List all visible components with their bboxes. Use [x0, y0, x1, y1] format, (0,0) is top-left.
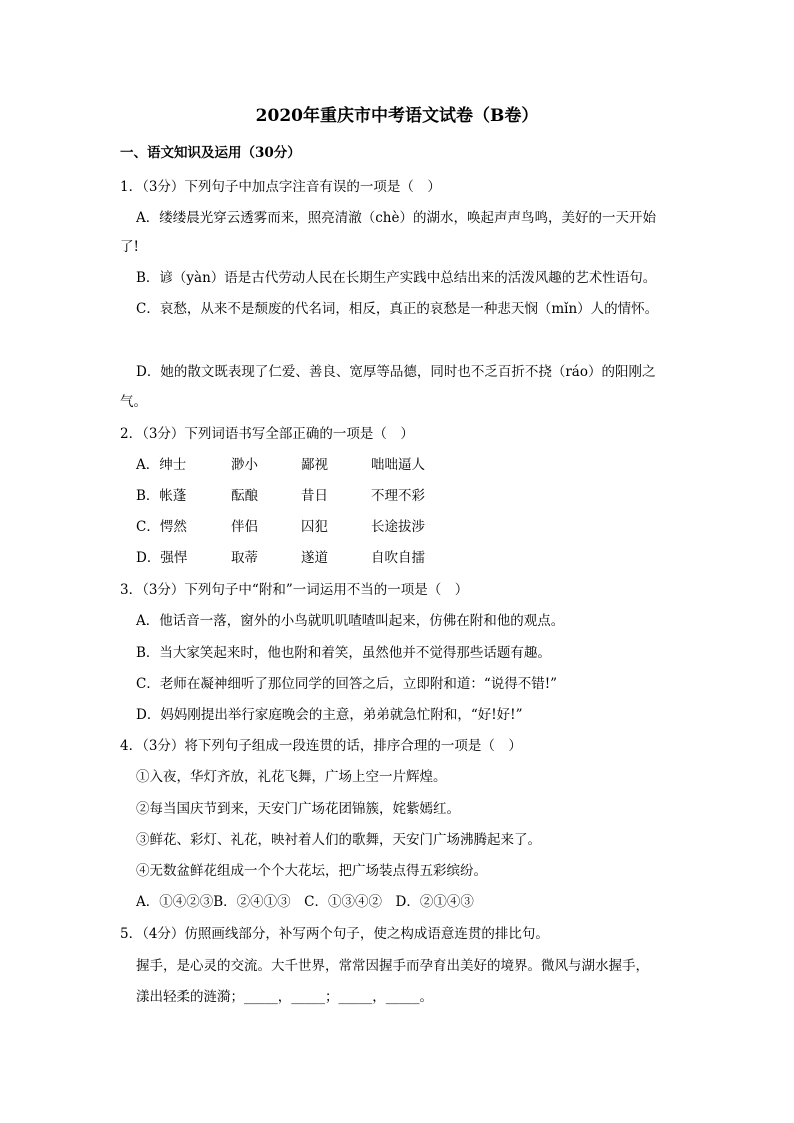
question-3-option-d: D．妈妈刚提出举行家庭晚会的主意，弟弟就急忙附和，“好!好!”	[136, 707, 523, 723]
question-5-prompt: 握手，是心灵的交流。大千世界，常常因握手而孕育出美好的境界。微风与湖水握手，	[136, 958, 649, 974]
word: 不理不彩	[371, 488, 425, 504]
question-3-option-b: B．当大家笑起来时，他也附和着笑，虽然他并不觉得那些话题有趣。	[136, 645, 551, 661]
word: D．强悍	[136, 550, 188, 566]
question-4-sentence-1: ①入夜，华灯齐放，礼花飞舞，广场上空一片辉煌。	[136, 769, 447, 785]
word: C．愕然	[136, 519, 187, 535]
page-title: 2020年重庆市中考语文试卷（B卷）	[255, 106, 539, 126]
question-1-option-d-cont: 气。	[120, 394, 147, 410]
question-3-option-a: A．他话音一落，窗外的小鸟就叽叽喳喳叫起来，仿佛在附和他的观点。	[136, 613, 565, 629]
question-3-stem: 3．（3分）下列句子中“附和”一词运用不当的一项是（ ）	[120, 582, 469, 598]
question-1-option-a-cont: 了!	[120, 239, 139, 255]
word: 遂道	[301, 550, 328, 566]
word: 囚犯	[301, 519, 328, 535]
word: 自吹自擂	[371, 550, 425, 566]
word: 渺小	[231, 457, 258, 473]
word: 酝酿	[231, 488, 258, 504]
word: 鄙视	[301, 457, 328, 473]
question-4-stem: 4．（3分）将下列句子组成一段连贯的话，排序合理的一项是（ ）	[120, 738, 522, 754]
word: A．绅士	[136, 457, 187, 473]
question-4-sentence-3: ③鲜花、彩灯、礼花，映衬着人们的歌舞，天安门广场沸腾起来了。	[136, 832, 541, 848]
question-1-option-b: B．谚（yàn）语是古代劳动人民在长期生产实践中总结出来的活泼风趣的艺术性语句。	[136, 270, 657, 286]
section-heading: 一、语文知识及运用（30分）	[120, 145, 301, 161]
word: 取蒂	[231, 550, 258, 566]
question-5-blanks: 漾出轻柔的涟漪；_____，_____；_____，_____。	[136, 989, 433, 1005]
question-1-stem: 1．（3分）下列句子中加点字注音有误的一项是（ ）	[120, 179, 441, 195]
question-5-stem: 5．（4分）仿照画线部分，补写两个句子，使之构成语意连贯的排比句。	[120, 926, 549, 942]
question-1-option-c: C．哀愁，从来不是颓废的代名词，相反，真正的哀愁是一种悲天悯（mǐn）人的情怀。	[136, 301, 659, 317]
word: 长途拔涉	[371, 519, 425, 535]
question-4-sentence-4: ④无数盆鲜花组成一个个大花坛，把广场装点得五彩缤纷。	[136, 863, 487, 879]
word: B．帐蓬	[136, 488, 187, 504]
question-1-option-a: A．缕缕晨光穿云透雾而来，照亮清澈（chè）的湖水，唤起声声鸟鸣，美好的一天开始	[136, 210, 656, 226]
question-2-stem: 2．（3分）下列词语书写全部正确的一项是（ ）	[120, 426, 414, 442]
question-1-option-d: D．她的散文既表现了仁爱、善良、宽厚等品德，同时也不乏百折不挠（ráo）的阳刚之	[136, 364, 656, 380]
word: 伴侣	[231, 519, 258, 535]
question-4-sentence-2: ②每当国庆节到来，天安门广场花团锦簇，姹紫嫣红。	[136, 801, 460, 817]
question-4-options: A．①④②③B．②④①③ C．①③④② D．②①④③	[136, 894, 474, 910]
word: 昔日	[301, 488, 328, 504]
question-3-option-c: C．老师在凝神细听了那位同学的回答之后，立即附和道：“说得不错!”	[136, 676, 558, 692]
word: 咄咄逼人	[371, 457, 425, 473]
